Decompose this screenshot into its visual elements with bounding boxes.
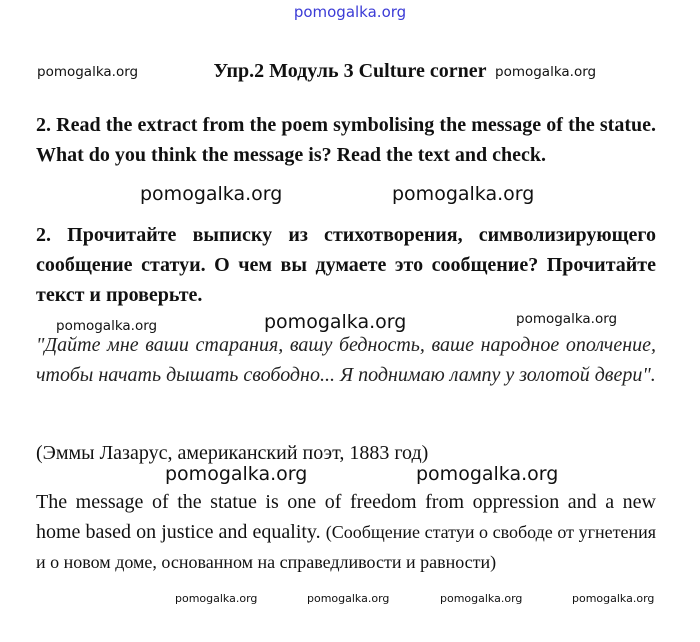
watermark-answer-2: pomogalka.org [416,463,559,485]
watermark-bottom-2: pomogalka.org [307,592,390,605]
watermark-mid-2: pomogalka.org [392,183,535,205]
watermark-bottom-4: pomogalka.org [572,592,655,605]
answer-text [36,487,656,577]
poem-quote: "Дайте мне ваши старания, вашу бедность, ваше народное ополчение, чтобы начать дышать свободно... Я поднимаю лампу у золотой двери". [36,334,656,386]
task-english: 2. Read the extract from the poem symbolising the message of the statue. What do you think the message is? Read the text and check. [36,114,656,166]
task-russian: 2. Прочитайте выписку из стихотворения, символизирующего сообщение статуи. О чем вы думаете это сообщение? Прочитайте текст и проверьте. [36,224,656,306]
watermark-bottom-1: pomogalka.org [175,592,258,605]
answer-russian: (Сообщение статуи о свободе от угнетения и о новом доме, основанном на справедливости и равности) [36,522,656,572]
watermark-left-title: pomogalka.org [37,64,139,80]
watermark-mid-1: pomogalka.org [140,183,283,205]
watermark-right-title: pomogalka.org [495,64,597,80]
watermark-quote-right: pomogalka.org [516,311,618,327]
watermark-answer-1: pomogalka.org [165,463,308,485]
answer-english: The message of the statue is one of freedom from oppression and a new home based on justice and equality. [36,491,656,543]
watermark-bottom-3: pomogalka.org [440,592,523,605]
watermark-quote-center: pomogalka.org [264,311,407,333]
watermark-quote-left: pomogalka.org [56,318,158,334]
page-title: Упр.2 Модуль 3 Culture corner [213,60,487,82]
watermark-top: pomogalka.org [293,3,407,21]
poem-source: (Эммы Лазарус, американский поэт, 1883 год) [36,442,429,464]
